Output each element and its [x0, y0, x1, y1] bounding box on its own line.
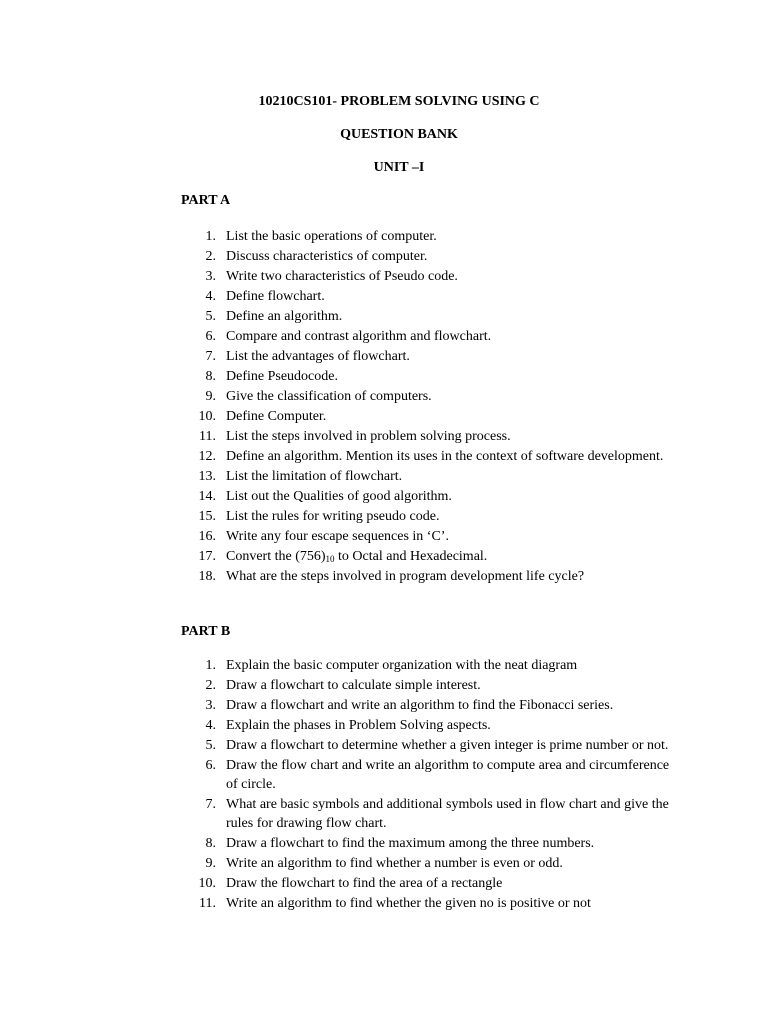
- part-b-question-list: [181, 656, 677, 914]
- question-number: 2.: [205, 678, 216, 693]
- question-item: [181, 527, 677, 546]
- question-text: What are basic symbols and additional symbols used in flow chart and give the rules for drawing flow chart.: [226, 797, 669, 831]
- question-item: [181, 834, 677, 853]
- question-item: [181, 507, 677, 526]
- question-text-before: Convert the (756): [226, 549, 326, 564]
- question-text: Define flowchart.: [226, 289, 325, 304]
- question-number: 13.: [198, 469, 216, 484]
- question-number: 7.: [205, 349, 216, 364]
- question-text: Define Pseudocode.: [226, 369, 338, 384]
- question-number: 8.: [205, 836, 216, 851]
- question-number: 1.: [205, 229, 216, 244]
- question-number: 3.: [205, 698, 216, 713]
- question-item: [181, 367, 677, 386]
- question-number: 6.: [205, 758, 216, 773]
- question-item: [181, 795, 677, 833]
- question-number: 1.: [205, 658, 216, 673]
- question-text: List out the Qualities of good algorithm.: [226, 489, 452, 504]
- question-item: [181, 894, 677, 913]
- question-item: [181, 227, 677, 246]
- part-a-heading: PART A: [181, 193, 231, 208]
- question-item: [181, 307, 677, 326]
- question-text: What are the steps involved in program development life cycle?: [226, 569, 585, 584]
- question-item: [181, 447, 677, 466]
- question-item: [181, 267, 677, 286]
- question-text: Draw a flowchart to calculate simple interest.: [226, 678, 481, 693]
- question-number: 9.: [205, 856, 216, 871]
- question-item: [181, 676, 677, 695]
- question-text: List the basic operations of computer.: [226, 229, 437, 244]
- question-text: Explain the phases in Problem Solving aspects.: [226, 718, 491, 733]
- question-item: [181, 567, 677, 586]
- question-number: 10.: [198, 409, 216, 424]
- question-text: Write an algorithm to find whether the given no is positive or not: [226, 896, 591, 911]
- question-item: [181, 427, 677, 446]
- question-item: [181, 347, 677, 366]
- question-number: 17.: [198, 549, 216, 564]
- question-text: Draw a flowchart to determine whether a given integer is prime number or not.: [226, 738, 669, 753]
- question-number: 8.: [205, 369, 216, 384]
- question-item: [181, 756, 677, 794]
- question-number: 4.: [205, 718, 216, 733]
- question-number: 12.: [198, 449, 216, 464]
- question-number: 2.: [205, 249, 216, 264]
- question-text: Write two characteristics of Pseudo code.: [226, 269, 458, 284]
- question-item: [181, 247, 677, 266]
- question-number: 4.: [205, 289, 216, 304]
- question-item: [181, 287, 677, 306]
- question-item: [181, 656, 677, 675]
- unit-title: UNIT –I: [373, 160, 425, 175]
- question-text: Draw a flowchart and write an algorithm to find the Fibonacci series.: [226, 698, 614, 713]
- question-text: Give the classification of computers.: [226, 389, 432, 404]
- part-a-question-list: [181, 227, 677, 587]
- question-text: Draw a flowchart to find the maximum among the three numbers.: [226, 836, 595, 851]
- question-item: [181, 387, 677, 406]
- question-number: 5.: [205, 309, 216, 324]
- question-number: 9.: [205, 389, 216, 404]
- question-item: [181, 736, 677, 755]
- question-text: Draw the flowchart to find the area of a rectangle: [226, 876, 503, 891]
- question-number: 3.: [205, 269, 216, 284]
- question-number: 11.: [199, 896, 216, 911]
- base-subscript: 10: [325, 554, 335, 564]
- question-number: 10.: [198, 876, 216, 891]
- question-number: 18.: [198, 569, 216, 584]
- question-item: [181, 854, 677, 873]
- question-text: List the rules for writing pseudo code.: [226, 509, 440, 524]
- question-number: 6.: [205, 329, 216, 344]
- question-item: [181, 547, 677, 566]
- question-number: 11.: [199, 429, 216, 444]
- part-b-heading: PART B: [181, 624, 231, 639]
- question-text: Discuss characteristics of computer.: [226, 249, 428, 264]
- question-text-after: to Octal and Hexadecimal.: [334, 549, 488, 564]
- question-number: 5.: [205, 738, 216, 753]
- question-number: 15.: [198, 509, 216, 524]
- question-item: [181, 696, 677, 715]
- question-text: Define Computer.: [226, 409, 327, 424]
- question-item: [181, 487, 677, 506]
- question-text: List the limitation of flowchart.: [226, 469, 403, 484]
- question-text: List the steps involved in problem solving process.: [226, 429, 511, 444]
- question-number: 7.: [205, 797, 216, 812]
- question-text: Define an algorithm. Mention its uses in the context of software development.: [226, 449, 664, 464]
- course-title: 10210CS101- PROBLEM SOLVING USING C: [258, 94, 540, 109]
- question-text: Write an algorithm to find whether a number is even or odd.: [226, 856, 563, 871]
- question-item: [181, 407, 677, 426]
- question-text: List the advantages of flowchart.: [226, 349, 410, 364]
- question-item: [181, 467, 677, 486]
- question-text: Define an algorithm.: [226, 309, 343, 324]
- question-bank-title: QUESTION BANK: [340, 127, 458, 142]
- question-text: Compare and contrast algorithm and flowchart.: [226, 329, 492, 344]
- question-text: Write any four escape sequences in ‘C’.: [226, 529, 449, 544]
- question-number: 16.: [198, 529, 216, 544]
- question-item: [181, 327, 677, 346]
- question-text: Explain the basic computer organization with the neat diagram: [226, 658, 578, 673]
- question-item: [181, 874, 677, 893]
- question-item: [181, 716, 677, 735]
- question-text: Draw the flow chart and write an algorithm to compute area and circumference of circle.: [226, 758, 670, 792]
- question-number: 14.: [198, 489, 216, 504]
- question-text: [226, 547, 677, 566]
